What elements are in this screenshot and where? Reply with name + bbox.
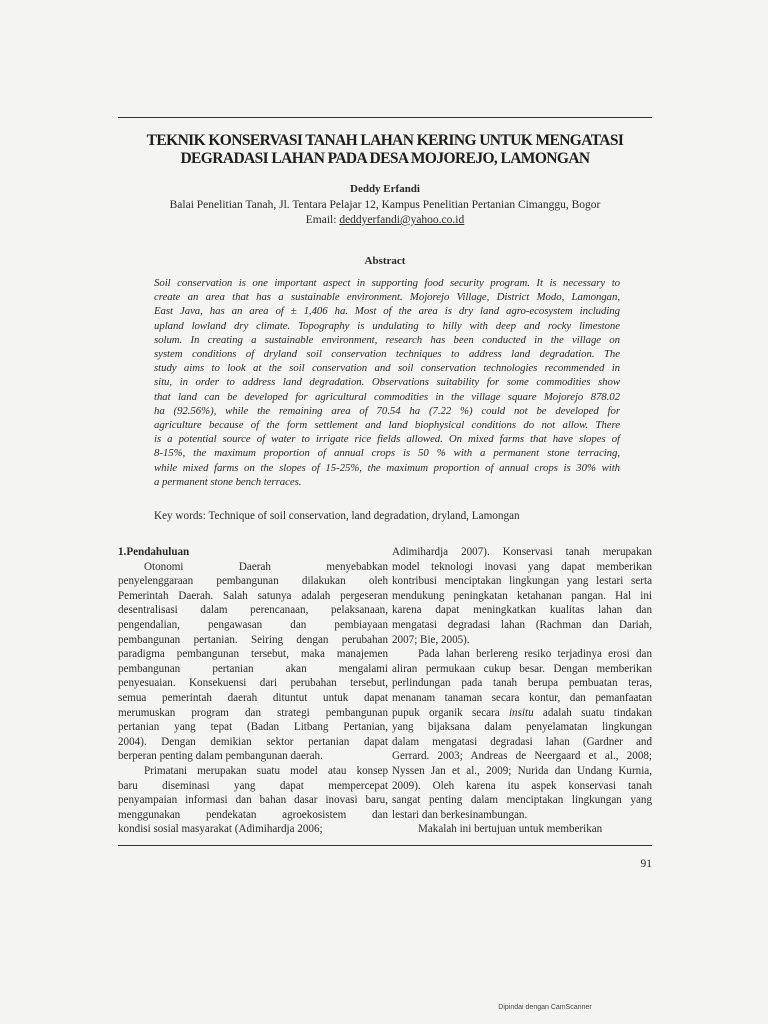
text-line: create an area that has a sustainable environment. Mojorejo Village, District Modo, Lamongan, [154, 291, 620, 304]
keywords: Key words: Technique of soil conservation, land degradation, dryland, Lamongan [154, 510, 520, 522]
text-line: study aims to look at the soil conservation and soil conservation technologies recommended in [154, 362, 620, 375]
text-line: 8-15%, the maximum proportion of annual crops is 50 % with a permanent stone terracing, [154, 447, 620, 460]
text-line: agriculture because of the form settlement and land biophysical conditions do not allow. There [154, 419, 620, 432]
text-line: while mixed farms on the slopes of 15-25%, the maximum proportion of annual crops is 30% with [154, 461, 620, 474]
text-line: mendukung peningkatan ketahanan pangan. Hal ini [392, 589, 652, 602]
text-line: model teknologi inovasi yang dapat memberikan [392, 560, 652, 573]
affiliation: Balai Penelitian Tanah, Jl. Tentara Pelajar 12, Kampus Penelitian Pertanian Cimanggu, Bogor [169, 199, 601, 211]
text-line: karena dapat meningkatkan kualitas lahan dan [392, 604, 652, 617]
text-line: pupuk organik secara insitu adalah suatu tindakan [392, 706, 653, 719]
text-line: pembangunan pertanian akan mengalami [118, 662, 388, 675]
text-line: that land can be developed for agricultural commodities in the village square Mojorejo 878.02 [154, 390, 620, 403]
text-line: mengatasi degradasi lahan (Rachman dan Dariah, [392, 618, 652, 631]
text-line: Makalah ini bertujuan untuk memberikan [418, 823, 603, 836]
text-line: paradigma pembangunan tersebut, maka manajemen [118, 648, 388, 661]
text-line: dalam mengatasi degradasi lahan (Gardner and [392, 735, 652, 748]
text-line: kontribusi menciptakan lingkungan yang lestari serta [392, 575, 652, 588]
section-heading: 1.Pendahuluan [118, 546, 190, 558]
text-line: 2009). Oleh karena itu aspek konservasi tanah [392, 779, 652, 792]
text-line: baru diseminasi yang dapat mempercepat [118, 779, 388, 792]
text-line: Pada lahan berlereng resiko terjadinya erosi dan [418, 648, 652, 661]
abstract-heading: Abstract [364, 255, 406, 267]
text-line: Gerrard. 2003; Andreas de Neergaard et al., 2008; [392, 750, 652, 763]
text-line: penyesuaian. Konsekuensi dari perubahan tersebut, [118, 677, 388, 690]
text-line: a permanent stone bench terraces. [154, 475, 302, 488]
paper-title [118, 132, 652, 168]
text-line: merumuskan program dan strategi pembangunan [118, 706, 388, 719]
title-line-2: DEGRADASI LAHAN PADA DESA MOJOREJO, LAMONGAN [180, 150, 590, 167]
top-rule [118, 117, 652, 118]
email-line [118, 213, 652, 228]
text-line: Adimihardja 2007). Konservasi tanah merupakan [392, 546, 652, 558]
text-line: ha (92.56%), while the remaining area of 70.54 ha (7.22 %) could not be developed for [154, 404, 620, 417]
text-line: semua pemerintah daerah dituntut untuk dapat [118, 691, 388, 704]
email-label: Email: [305, 214, 340, 226]
text-line: upland lowland dry climate. Topography is undulating to hilly with deep and rocky limestone [154, 319, 620, 332]
email-link[interactable]: deddyerfandi@yahoo.co.id [339, 214, 465, 226]
text-line: berperan penting dalam pembangunan daerah. [118, 750, 323, 763]
body-right-column [392, 545, 652, 837]
text-line: yang bijaksana dalam penyelamatan lingkungan [392, 721, 652, 734]
text-line: solum. In creating a sustainable environment, research has been conducted in the village on [154, 333, 620, 346]
text-line: situ, in order to address land degradation. Observations suitability for some commodities show [154, 376, 620, 389]
text-line: pengendalian, pengawasan dan pembiayaan [118, 618, 388, 631]
text-line: kondisi sosial masyarakat (Adimihardja 2006; [118, 823, 323, 836]
text-line: sangat penting dalam menciptakan lingkungan yang [392, 794, 652, 807]
scanner-watermark: Dipindai dengan CamScanner [498, 1004, 592, 1011]
text-line: aliran permukaan cukup besar. Dengan memberikan [392, 662, 652, 675]
text-line: system conditions of dryland soil conservation techniques to address land degradation. The [154, 348, 620, 361]
author-name: Deddy Erfandi [350, 183, 420, 195]
bottom-rule [118, 845, 652, 846]
text-line: menanam tanaman secara kontur, dan pemanfaatan [392, 691, 652, 704]
text-line: 2007; Bie, 2005). [392, 633, 470, 646]
body-left-column [118, 545, 388, 837]
text-line: penyampaian informasi dan bahan dasar inovasi baru, [118, 794, 388, 807]
text-line: 2004). Dengan demikian sektor pertanian dapat [118, 735, 388, 748]
text-line: menggunakan pendekatan agroekosistem dan [118, 808, 388, 821]
title-line-1: TEKNIK KONSERVASI TANAH LAHAN KERING UNTUK MENGATASI [146, 132, 624, 149]
text-line: Primatani merupakan suatu model atau konsep [144, 764, 388, 777]
abstract-body [154, 276, 620, 489]
text-line: Nyssen Jan et al., 2009; Nurida dan Undang Kurnia, [392, 764, 652, 777]
page-number: 91 [640, 858, 652, 870]
text-line: Otonomi Daerah menyebabkan [144, 560, 388, 573]
text-line: pertanian yang tepat (Badan Litbang Pertanian, [118, 721, 388, 734]
text-line: desentralisasi dalam perencanaan, pelaksanaan, [118, 604, 388, 617]
text-line: Soil conservation is one important aspect in supporting food security program. It is necessary to [154, 277, 620, 289]
text-line: Pemerintah Daerah. Salah satunya adalah pergeseran [118, 589, 388, 602]
text-line: penyelenggaraan pembangunan dilakukan oleh [118, 575, 388, 588]
text-line: pembangunan pertanian. Seiring dengan perubahan [118, 633, 388, 646]
text-line: perlindungan pada tanah berupa pembuatan teras, [392, 677, 652, 690]
text-line: is a potential source of water to irrigate rice fields allowed. On mixed farms that have slopes of [154, 433, 620, 446]
text-line: East Java, has an area of ± 1,406 ha. Most of the area is dry land agro-ecosystem including [154, 305, 620, 318]
text-line: lestari dan berkesinambungan. [392, 808, 528, 821]
author-affiliation-block [118, 198, 652, 228]
